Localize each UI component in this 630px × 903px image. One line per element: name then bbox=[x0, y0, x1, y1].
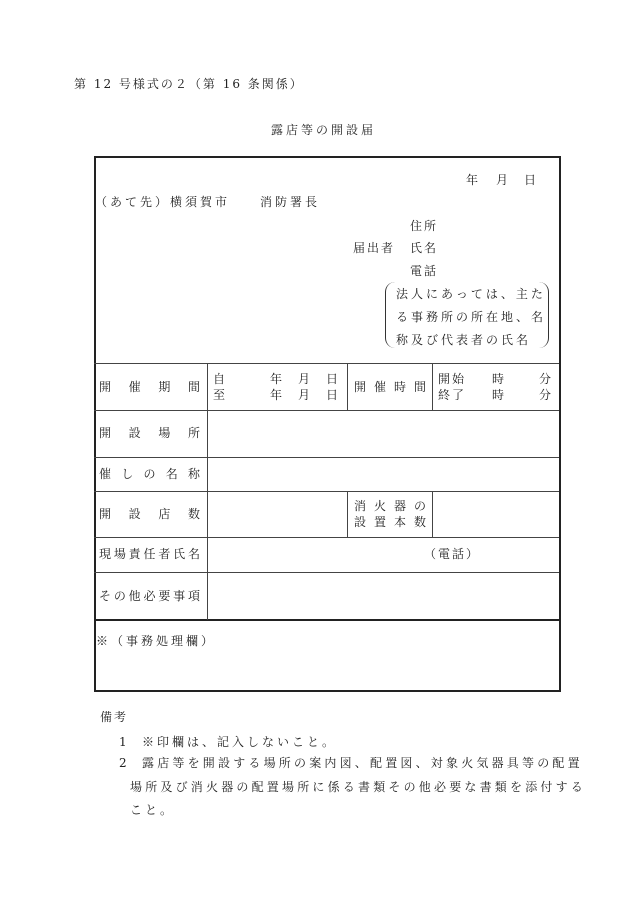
divider bbox=[94, 619, 559, 621]
divider bbox=[94, 363, 559, 364]
hours-start: 開始 bbox=[438, 372, 467, 386]
column-divider bbox=[347, 364, 348, 410]
note-text: ※印欄は、記入しないこと。 bbox=[142, 735, 338, 749]
note-text: 場所及び消火器の配置場所に係る書類その他必要な書類を添付する bbox=[130, 780, 587, 794]
date-day: 日 bbox=[524, 173, 539, 187]
period-to-year: 年 bbox=[270, 388, 285, 402]
note-text: 露店等を開設する場所の案内図、配置図、対象火気器具等の配置 bbox=[142, 756, 583, 770]
note-text: こと。 bbox=[130, 803, 176, 817]
period-label: 開催期間 bbox=[99, 380, 200, 394]
divider bbox=[94, 491, 559, 492]
period-from-year: 年 bbox=[270, 372, 285, 386]
period-to-day: 日 bbox=[326, 388, 341, 402]
divider bbox=[94, 537, 559, 538]
page-title: 露店等の開設届 bbox=[271, 123, 377, 137]
hours-label: 開催時間 bbox=[354, 380, 426, 394]
column-divider bbox=[347, 491, 348, 537]
period-to-month: 月 bbox=[298, 388, 313, 402]
hours-end: 終了 bbox=[438, 388, 467, 402]
notes-heading: 備考 bbox=[100, 710, 129, 724]
event-name-label: 催しの名称 bbox=[99, 467, 200, 481]
corporate-note-line: 称及び代表者の氏名 bbox=[396, 333, 532, 347]
note-number: 1 bbox=[119, 735, 129, 749]
period-from-day: 日 bbox=[326, 372, 341, 386]
form-table bbox=[94, 156, 561, 692]
period-from-month: 月 bbox=[298, 372, 313, 386]
column-divider bbox=[432, 491, 433, 537]
corporate-note-line: 法人にあっては、主た bbox=[396, 287, 546, 301]
office-use-label: ※（事務処理欄） bbox=[96, 634, 217, 648]
column-divider bbox=[432, 364, 433, 410]
start-minute: 分 bbox=[539, 372, 554, 386]
addressee: （あて先）横須賀市 消防署長 bbox=[95, 195, 321, 209]
location-label: 開設場所 bbox=[99, 426, 200, 440]
name-label: 氏名 bbox=[410, 241, 439, 255]
column-divider bbox=[207, 364, 208, 620]
phone-label: 電話 bbox=[410, 264, 439, 278]
date-month: 月 bbox=[496, 173, 511, 187]
divider bbox=[94, 572, 559, 573]
date-year: 年 bbox=[466, 173, 481, 187]
extinguisher-label: 設置本数 bbox=[354, 515, 426, 529]
applicant-label: 届出者 bbox=[353, 241, 396, 255]
address-label: 住所 bbox=[410, 219, 439, 233]
end-minute: 分 bbox=[539, 388, 554, 402]
start-hour: 時 bbox=[492, 372, 507, 386]
form-number: 第 12 号様式の２（第 16 条関係） bbox=[74, 77, 304, 91]
divider bbox=[94, 457, 559, 458]
period-to: 至 bbox=[213, 388, 228, 402]
other-label: その他必要事項 bbox=[99, 589, 200, 603]
manager-phone: （電話） bbox=[424, 547, 481, 561]
extinguisher-label: 消火器の bbox=[354, 499, 426, 513]
stall-count-label: 開設店数 bbox=[99, 507, 200, 521]
divider bbox=[94, 410, 559, 411]
end-hour: 時 bbox=[492, 388, 507, 402]
corporate-note-line: る事務所の所在地、名 bbox=[396, 310, 547, 324]
manager-label: 現場責任者氏名 bbox=[99, 547, 200, 561]
period-from: 自 bbox=[213, 372, 228, 386]
note-number: 2 bbox=[119, 756, 129, 770]
